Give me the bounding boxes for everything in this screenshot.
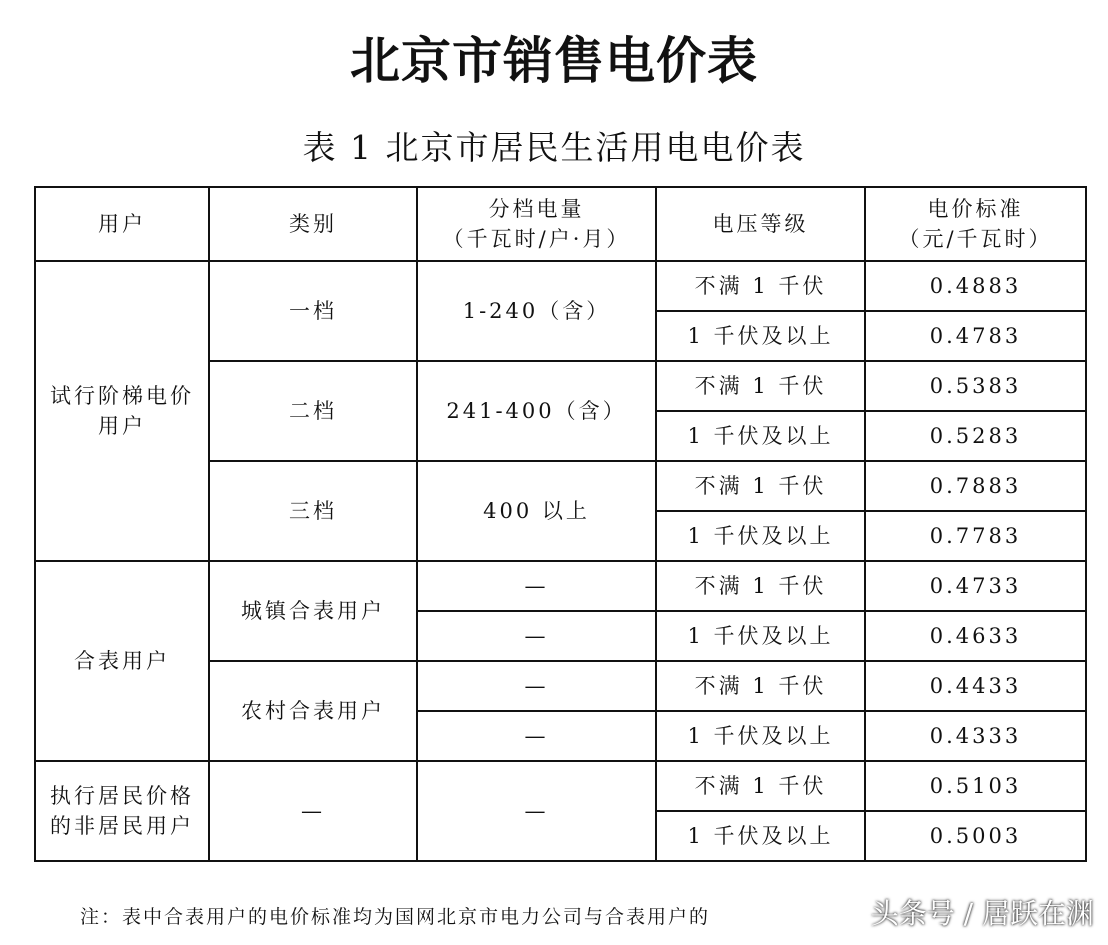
usage-tier2: 241-400（含） (417, 361, 656, 461)
price-cell: 0.4883 (865, 261, 1086, 311)
price-cell: 0.5003 (865, 811, 1086, 861)
voltage-cell: 1 千伏及以上 (656, 711, 865, 761)
table-row (35, 261, 1086, 311)
usage-nonres: — (417, 761, 656, 861)
voltage-cell: 1 千伏及以上 (656, 311, 865, 361)
category-rural: 农村合表用户 (209, 661, 417, 761)
usage-urban-b: — (417, 611, 656, 661)
header-tier-usage (417, 187, 656, 261)
voltage-cell: 1 千伏及以上 (656, 611, 865, 661)
table-row (35, 761, 1086, 811)
voltage-cell: 1 千伏及以上 (656, 411, 865, 461)
category-tier1: 一档 (209, 261, 417, 361)
table-row (35, 561, 1086, 611)
page-title: 北京市销售电价表 (350, 32, 758, 90)
group-ladder-users (35, 261, 209, 561)
price-cell: 0.4783 (865, 311, 1086, 361)
category-tier3: 三档 (209, 461, 417, 561)
price-cell: 0.7883 (865, 461, 1086, 511)
electricity-price-table (34, 186, 1087, 862)
voltage-cell: 1 千伏及以上 (656, 811, 865, 861)
usage-rural-b: — (417, 711, 656, 761)
price-cell: 0.4433 (865, 661, 1086, 711)
header-tier-usage-line1: 分档电量 (488, 197, 585, 221)
table-title: 表 1 北京市居民生活用电电价表 (302, 128, 806, 167)
usage-tier3: 400 以上 (417, 461, 656, 561)
group-ladder-line2: 用户 (98, 414, 146, 438)
header-tier-usage-line2: （千瓦时/户·月） (442, 227, 631, 251)
price-cell: 0.5103 (865, 761, 1086, 811)
price-cell: 0.4633 (865, 611, 1086, 661)
price-cell: 0.4333 (865, 711, 1086, 761)
group-nonres-line2: 的非居民用户 (50, 814, 194, 838)
price-cell: 0.7783 (865, 511, 1086, 561)
header-price-line2: （元/千瓦时） (898, 227, 1053, 251)
header-user: 用户 (35, 187, 209, 261)
category-urban: 城镇合表用户 (209, 561, 417, 661)
category-tier2: 二档 (209, 361, 417, 461)
voltage-cell: 1 千伏及以上 (656, 511, 865, 561)
voltage-cell: 不满 1 千伏 (656, 761, 865, 811)
voltage-cell: 不满 1 千伏 (656, 561, 865, 611)
header-category: 类别 (209, 187, 417, 261)
header-voltage: 电压等级 (656, 187, 865, 261)
usage-rural-a: — (417, 661, 656, 711)
price-cell: 0.5283 (865, 411, 1086, 461)
voltage-cell: 不满 1 千伏 (656, 261, 865, 311)
header-row (35, 187, 1086, 261)
group-nonres-line1: 执行居民价格 (50, 784, 194, 808)
header-price (865, 187, 1086, 261)
price-cell: 0.5383 (865, 361, 1086, 411)
usage-tier1: 1-240（含） (417, 261, 656, 361)
voltage-cell: 不满 1 千伏 (656, 661, 865, 711)
group-ladder-line1: 试行阶梯电价 (50, 384, 194, 408)
group-combined-users: 合表用户 (35, 561, 209, 761)
table-footnote: 注：表中合表用户的电价标准均为国网北京市电力公司与合表用户的 (80, 906, 711, 928)
header-price-line1: 电价标准 (927, 197, 1024, 221)
group-nonresidential-users (35, 761, 209, 861)
voltage-cell: 不满 1 千伏 (656, 461, 865, 511)
category-nonres: — (209, 761, 417, 861)
price-cell: 0.4733 (865, 561, 1086, 611)
usage-urban-a: — (417, 561, 656, 611)
source-watermark: 头条号 / 居跃在渊 (870, 897, 1094, 930)
voltage-cell: 不满 1 千伏 (656, 361, 865, 411)
